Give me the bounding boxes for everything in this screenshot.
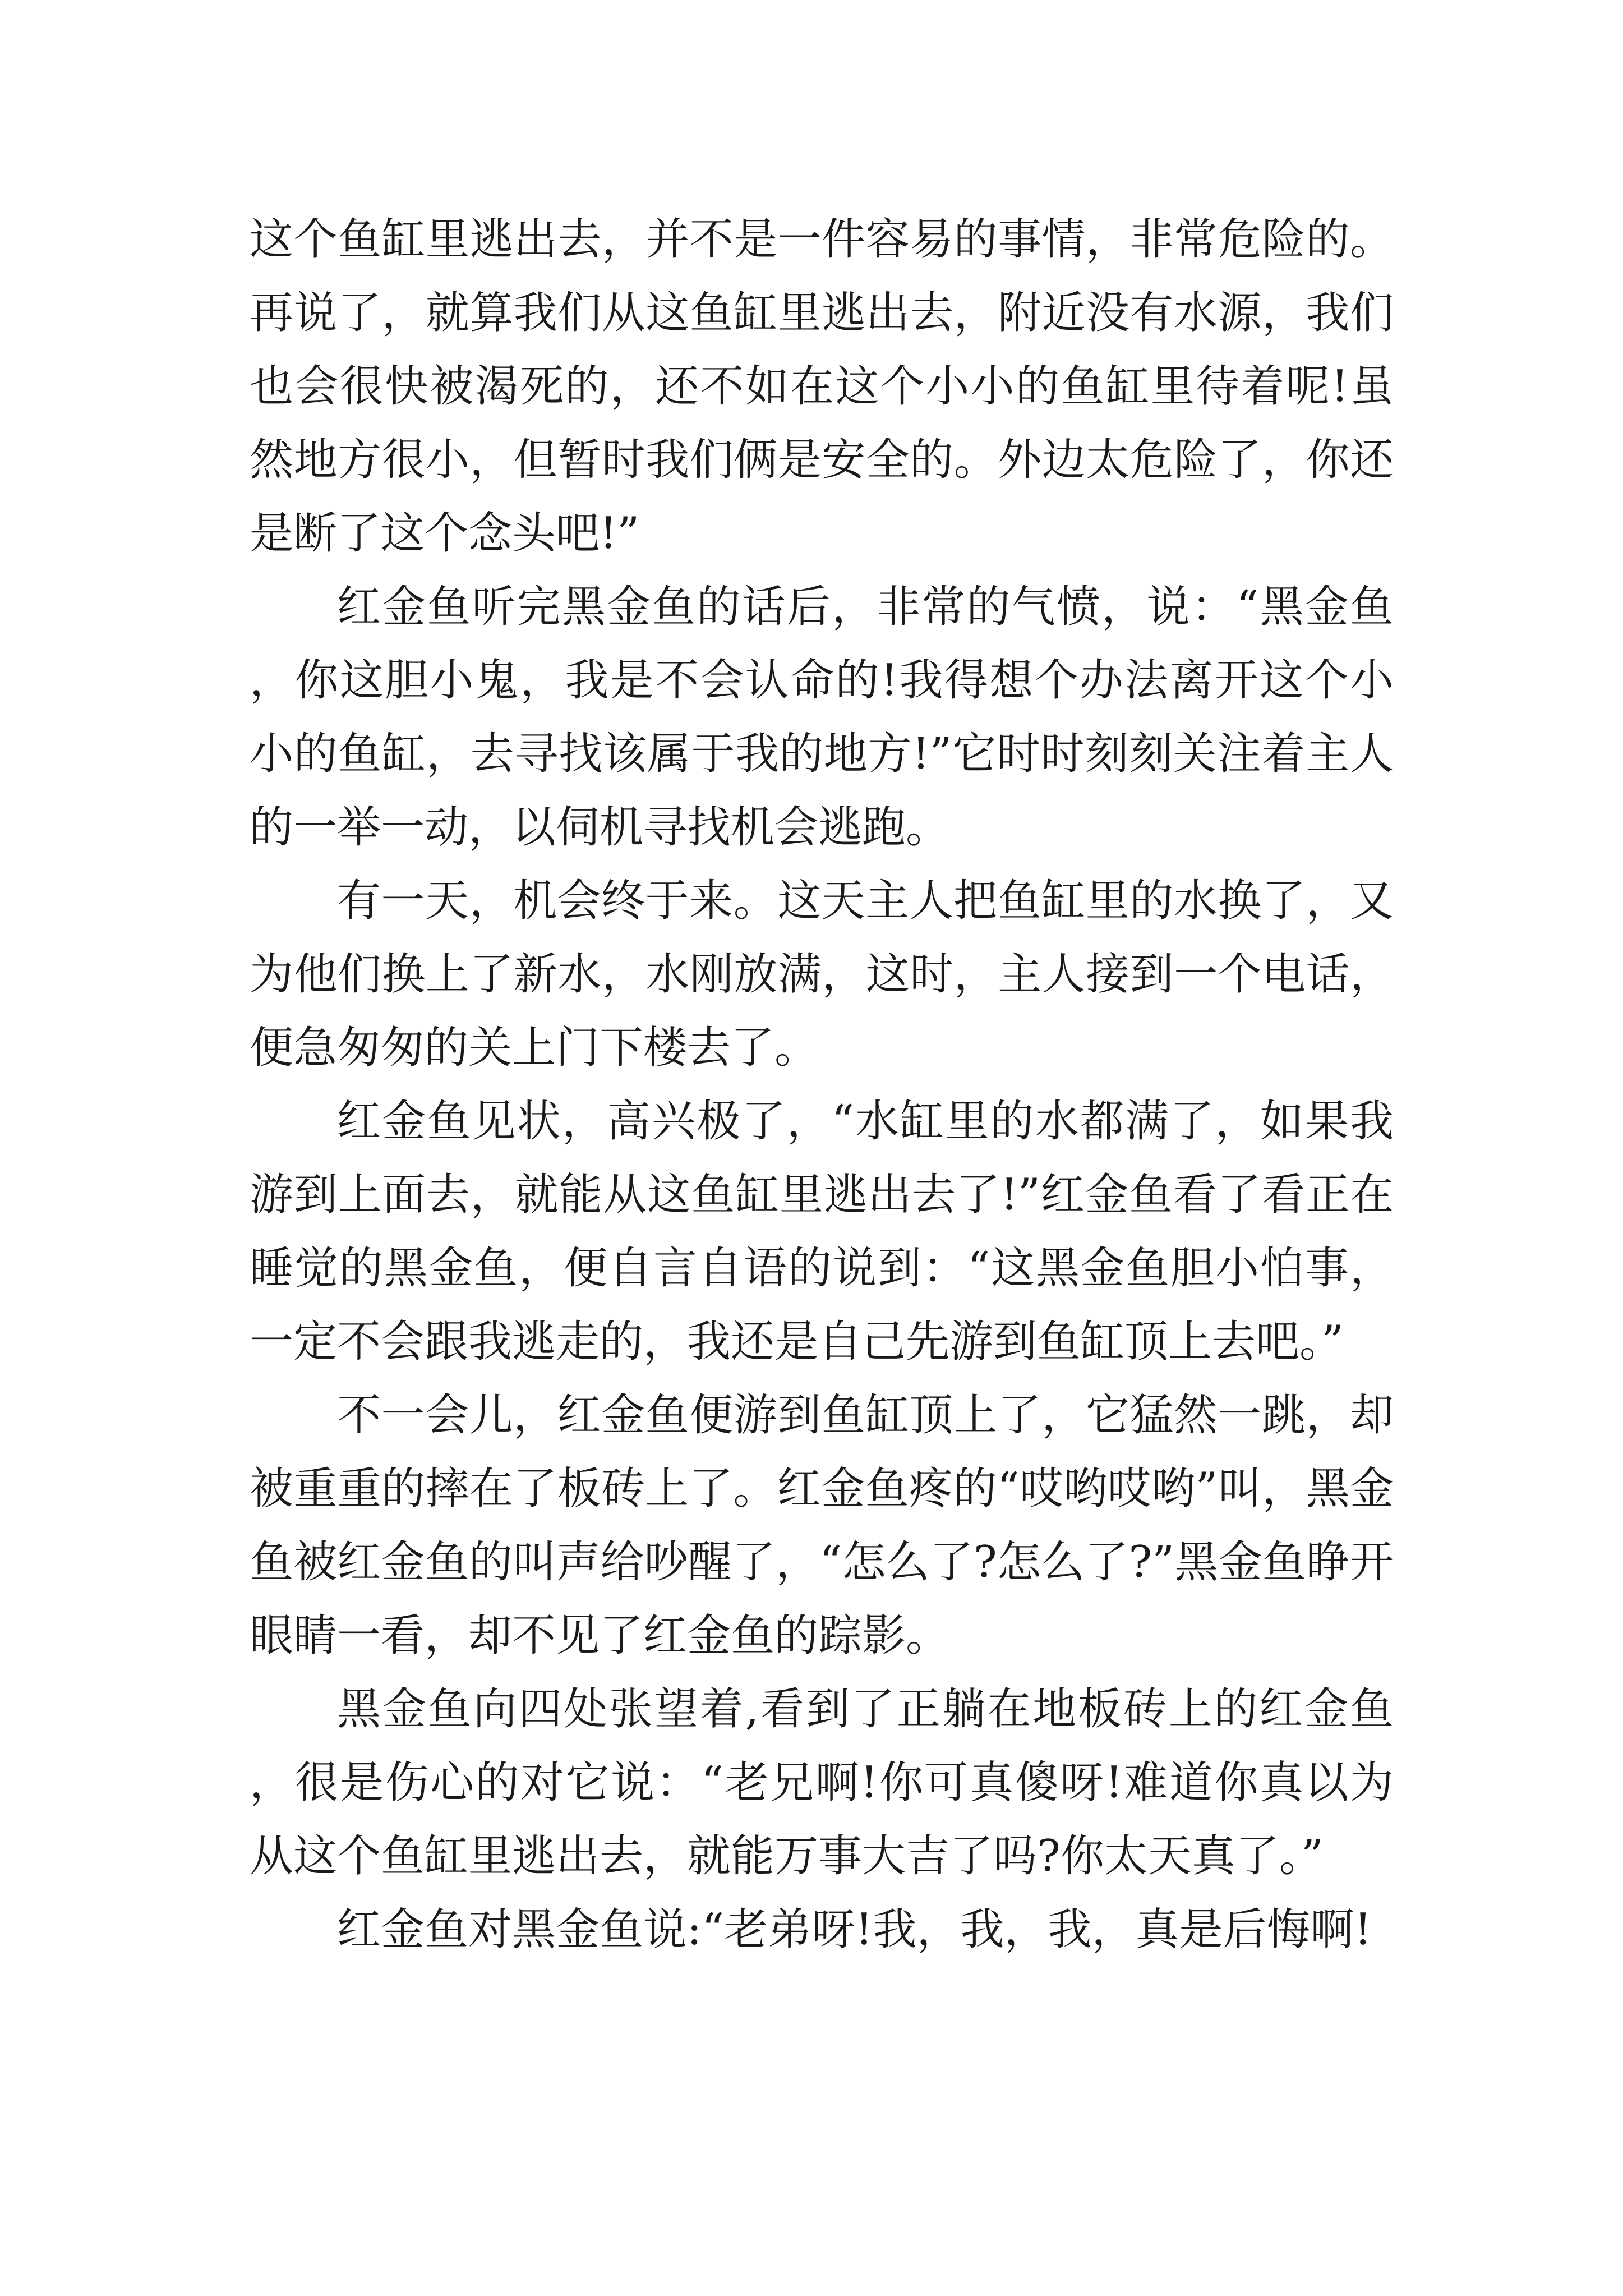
paragraph: 不一会儿，红金鱼便游到鱼缸顶上了，它猛然一跳，却被重重的摔在了板砖上了。红金鱼疼的“哎哟哎哟”叫，黑金鱼被红金鱼的叫声给吵醒了，“怎么了?怎么了?”黑金鱼睁开眼睛一看，却不见了红金鱼的踪影。 — [250, 1390, 1394, 1661]
paragraph-continuation: 这个鱼缸里逃出去，并不是一件容易的事情，非常危险的。再说了，就算我们从这鱼缸里逃出去，附近没有水源，我们也会很快被渴死的，还不如在这个小小的鱼缸里待着呢!虽然地方很小，但暂时我们俩是安全的。外边太危险了，你还是断了这个念头吧!” — [250, 214, 1394, 559]
paragraph: 红金鱼听完黑金鱼的话后，非常的气愤，说：“黑金鱼，你这胆小鬼，我是不会认命的!我得想个办法离开这个小小的鱼缸，去寻找该属于我的地方!”它时时刻刻关注着主人的一举一动，以伺机寻找机会逃跑。 — [250, 582, 1394, 853]
paragraph: 红金鱼对黑金鱼说:“老弟呀!我，我，我，真是后悔啊! — [337, 1904, 1372, 1955]
story-text — [250, 203, 1394, 1967]
paragraph: 黑金鱼向四处张望着,看到了正躺在地板砖上的红金鱼，很是伤心的对它说：“老兄啊!你可真傻呀!难道你真以为从这个鱼缸里逃出去，就能万事大吉了吗?你太天真了。” — [250, 1684, 1394, 1881]
paragraph: 有一天，机会终于来。这天主人把鱼缸里的水换了，又为他们换上了新水，水刚放满，这时，主人接到一个电话，便急匆匆的关上门下楼去了。 — [250, 876, 1394, 1073]
paragraph: 红金鱼见状，高兴极了，“水缸里的水都满了，如果我游到上面去，就能从这鱼缸里逃出去了!”红金鱼看了看正在睡觉的黑金鱼，便自言自语的说到：“这黑金鱼胆小怕事，一定不会跟我逃走的，我还是自己先游到鱼缸顶上去吧。” — [250, 1096, 1394, 1367]
